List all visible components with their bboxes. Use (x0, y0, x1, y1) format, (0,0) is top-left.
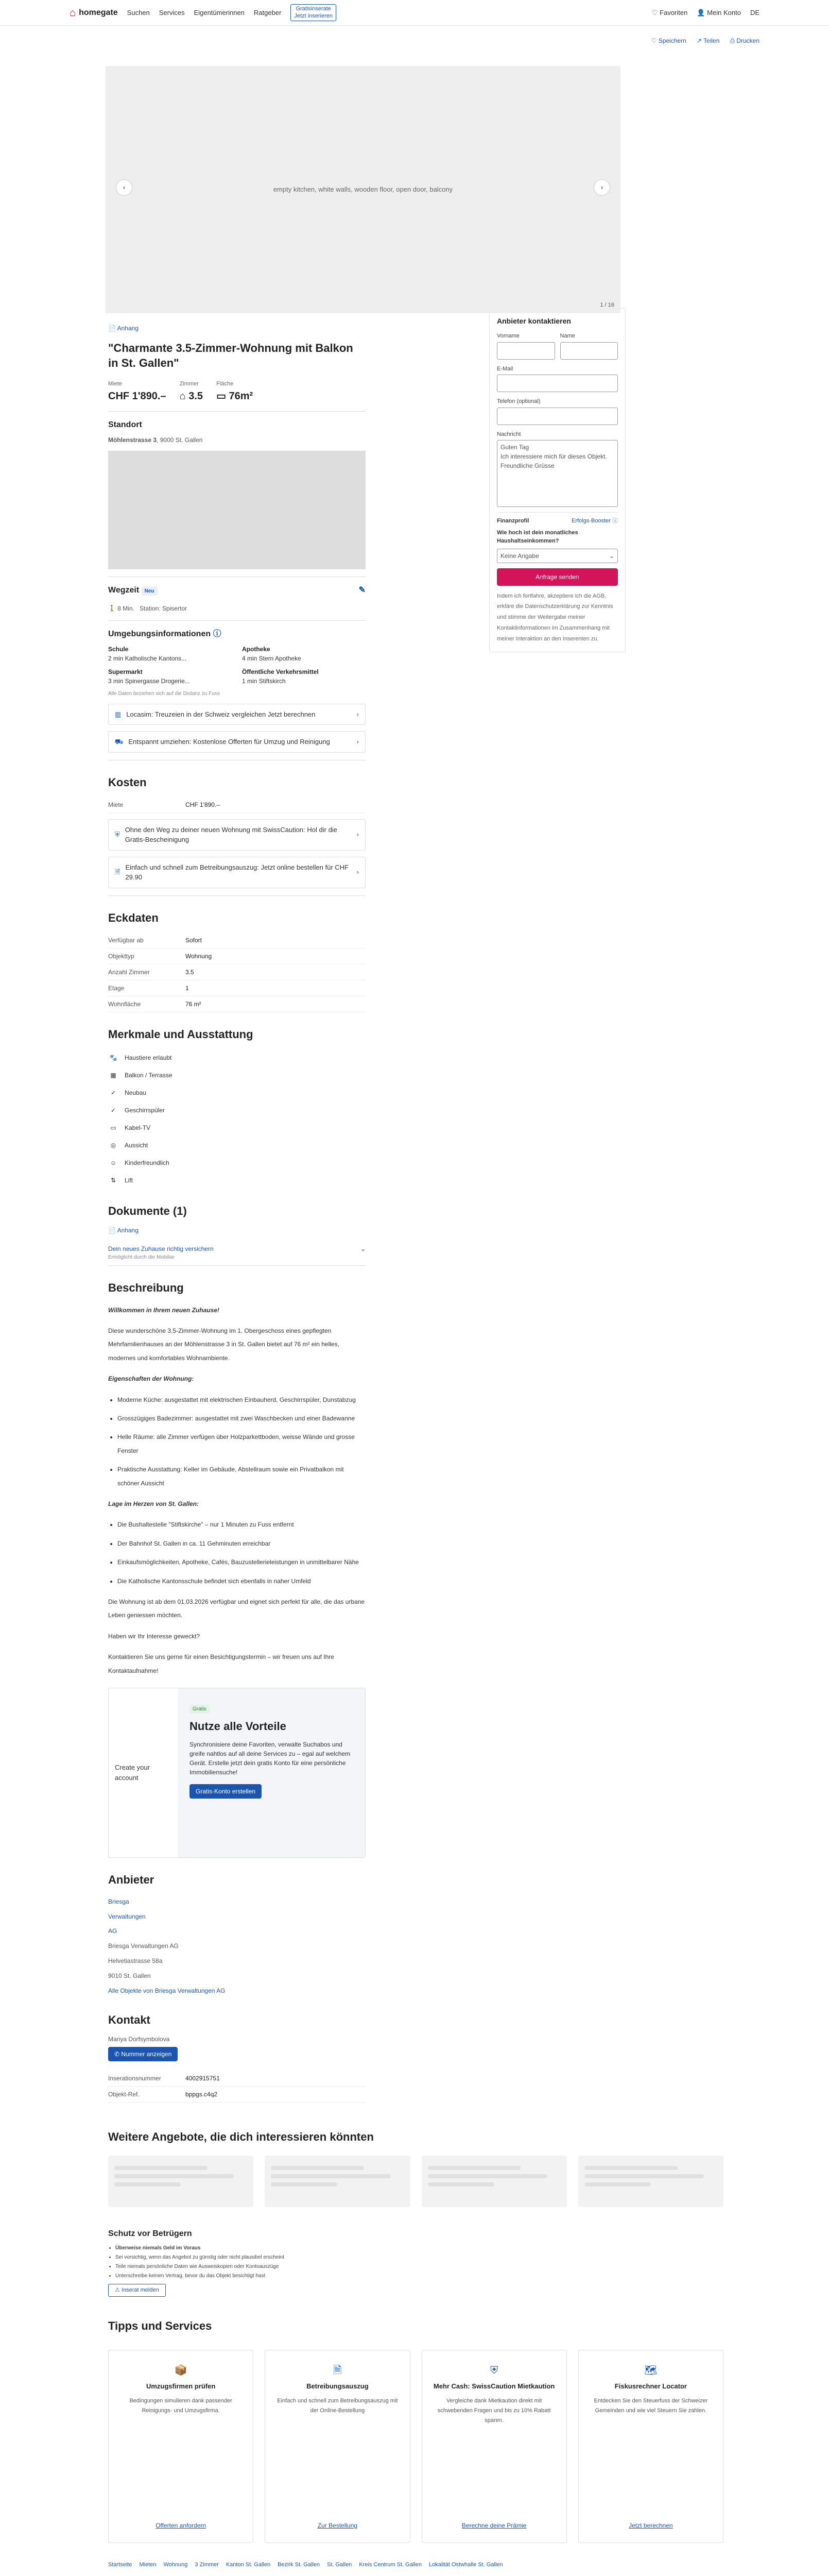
nav-services[interactable]: Services (159, 8, 185, 16)
report-button[interactable]: ⚠ Inserat melden (108, 2284, 166, 2297)
list-item: • Die Bushaltestelle "Stiftskirche" – nur 1 Minuten zu Fuss entfernt (117, 1518, 366, 1531)
breadcrumb-item[interactable]: Kanton St. Gallen (226, 2561, 271, 2568)
check-icon: ✓ (110, 1106, 116, 1114)
create-account-button[interactable]: Gratis-Konto erstellen (189, 1784, 262, 1799)
commute-info: 🚶 8 Min. Station: Spisertor (108, 604, 187, 612)
surroundings-note: Alle Daten beziehen sich auf die Distanz zu Fuss (108, 690, 220, 697)
gallery-image-alt: empty kitchen, white walls, wooden floor, open door, balcony (273, 185, 453, 194)
feature-item: ⇅ Lift (108, 1172, 366, 1189)
advertiser-logo-link[interactable]: Briesga Verwaltungen AG (108, 1897, 146, 1935)
breadcrumb-item[interactable]: Bezirk St. Gallen (278, 2561, 320, 2568)
tip-title: Betreibungsauszug (306, 2382, 369, 2390)
document-icon: 🗎 (333, 2364, 342, 2376)
list-item: • Sei vorsichtig, wenn das Angebot zu günstig oder nicht plausibel erscheint (115, 2253, 723, 2261)
action-bar (70, 36, 759, 45)
key-fact-rent: Miete CHF 1'890.– (108, 381, 166, 402)
form-heading: Anbieter kontaktieren (497, 317, 571, 325)
advertiser-name: Briesga Verwaltungen AG (108, 1942, 179, 1950)
description-paragraph: Diese wunderschöne 3.5-Zimmer-Wohnung im 1. Obergeschoss eines gepflegten Mehrfamilienhauses an der Möhlenstrasse 3 in St. Gallen bietet auf 76 m² ein helles, modernes und komfortables Wohnambiente. (108, 1327, 339, 1362)
advertiser-street: Helvetiastrasse 58a (108, 1957, 163, 1965)
list-item: • Moderne Küche: ausgestattet mit elektrischen Einbauherd, Geschirrspüler, Dunstabzug (117, 1393, 366, 1406)
offers-box[interactable]: ⛟ Entspannt umziehen: Kostenlose Offerten für Umzug und Reinigung › (108, 731, 366, 753)
advertiser-info (108, 1894, 366, 1998)
next-arrow-icon[interactable]: › (594, 179, 610, 196)
feature-item: ✓ Neubau (108, 1084, 366, 1101)
nav-guide[interactable]: Ratgeber (253, 8, 282, 16)
top-navigation (0, 0, 829, 26)
tip-title: Fiskusrechner Locator (614, 2382, 687, 2390)
poi-transport: Öffentliche Verkehrsmittel 1 min Stiftskirch (242, 668, 319, 685)
gallery-counter: 1 / 16 (600, 301, 614, 308)
promo-button[interactable]: Gratisinserate Jetzt inserieren (290, 4, 336, 21)
main-content (108, 313, 366, 2103)
breadcrumb-item[interactable]: Lokalität Ostwhalle St. Gallen (428, 2561, 503, 2568)
list-item: • Helle Räume: alle Zimmer verfügen über Holzparkettboden, weisse Wände und grosse Fenster (117, 1430, 366, 1458)
list-item: • Grosszügiges Badezimmer: ausgestattet mit zwei Waschbecken und einer Badewanne (117, 1412, 366, 1425)
contact-form (489, 308, 626, 652)
list-item: • Einkaufsmöglichkeiten, Apotheke, Cafés, Bauzustellerieleistungen in unmittelbarer Nähe (117, 1555, 366, 1569)
surroundings-row (108, 667, 366, 686)
feature-item: ✓ Geschirrspüler (108, 1101, 366, 1119)
home-icon: ⌂ (70, 7, 76, 19)
contact-person: Mariya Dorfsymbolova (108, 2036, 170, 2043)
costs-heading: Kosten (108, 775, 147, 789)
tip-title: Mehr Cash: SwissCaution Mietkaution (433, 2382, 555, 2390)
map-icon: 🗺 (644, 2364, 658, 2376)
poi-school: Schule 2 min Katholische Kantons... (108, 645, 187, 662)
breadcrumb-item[interactable]: Startseite (108, 2561, 132, 2568)
chevron-right-icon: › (356, 831, 359, 839)
promo-title: Nutze alle Vorteile (189, 1719, 286, 1733)
box-icon: 📦 (174, 2364, 187, 2376)
tip-card (265, 2350, 410, 2543)
listing-placeholder[interactable] (265, 2156, 410, 2207)
safety-heading: Schutz vor Betrügern (108, 2229, 192, 2239)
features-list (108, 1049, 366, 1189)
tips-row (108, 2350, 723, 2543)
chart-icon: ▥ (115, 710, 122, 718)
list-item: • Unterschreibe keinen Vertrag, bevor du das Objekt besichtigt hast (115, 2272, 723, 2280)
documents-heading: Dokumente (1) (108, 1204, 187, 1217)
share-button[interactable]: ↗ Teilen (696, 37, 720, 44)
language-select[interactable]: DE (750, 8, 759, 16)
print-button[interactable]: ⎙ Drucken (730, 37, 759, 44)
tip-link[interactable]: Berechne deine Prämie (461, 2521, 527, 2529)
contact-heading: Kontakt (108, 2013, 150, 2027)
free-badge: Gratis (189, 1705, 210, 1714)
description-paragraph: Haben wir Ihr Interesse geweckt? (108, 1632, 200, 1640)
document-link[interactable]: 📄 Anhang (108, 1226, 139, 1234)
email-label: E-Mail (497, 365, 513, 372)
register-box[interactable]: 🗎 Einfach und schnell zum Betreibungsauszug: Jetzt online bestellen für CHF 29.90 › (108, 857, 366, 888)
rent-row: Miete CHF 1'890.– (108, 797, 366, 813)
insurance-banner[interactable]: Dein neues Zuhause richtig versichern Ermöglicht durch die Mobiliar ⌄ (108, 1240, 366, 1266)
message-field[interactable]: Guten Tag Ich interessiere mich für dieses Objekt. Freundliche Grüsse (497, 440, 618, 507)
address: Möhlenstrasse 3, 9000 St. Gallen (108, 436, 203, 444)
description-paragraph: Die Wohnung ist ab dem 01.03.2026 verfügbar und eignet sich perfekt für alle, die das urbane Leben geniessen möchten. (108, 1598, 365, 1619)
description-heading: Beschreibung (108, 1281, 184, 1294)
favorites-link[interactable]: ♡ Favoriten (651, 8, 688, 16)
breadcrumb (108, 2561, 723, 2569)
income-select[interactable]: Keine Angabe ⌄ (497, 549, 618, 563)
truck-icon: ⛟ (115, 738, 124, 746)
tip-title: Umzugsfirmen prüfen (146, 2382, 216, 2390)
chevron-down-icon: ⌄ (609, 552, 614, 560)
breadcrumb-item[interactable]: Mieten (139, 2561, 157, 2568)
tips-heading: Tipps und Services (108, 2319, 212, 2332)
tv-icon: ▭ (110, 1124, 116, 1131)
divider (108, 411, 366, 412)
chevron-right-icon: › (356, 868, 359, 876)
facts-heading: Eckdaten (108, 911, 159, 924)
tip-text: Einfach und schnell zum Betreibungsauszug mit der Online-Bestellung (277, 2398, 398, 2414)
finance-label: Finanzprofil (497, 518, 529, 524)
show-number-button[interactable]: ✆ Nummer anzeigen (108, 2047, 178, 2061)
tip-text: Vergleiche dank Mietkaution direkt mit schwebenden Fragen und bis zu 10% Rabatt sparen. (437, 2398, 551, 2424)
poi-supermarket: Supermarkt 3 min Spinergasse Drogerie... (108, 668, 190, 685)
message-label: Nachricht (497, 431, 521, 437)
fact-row: Etage 1 (108, 980, 366, 996)
firstname-label: Vorname (497, 333, 520, 339)
prev-arrow-icon[interactable]: ‹ (116, 179, 132, 196)
finance-section (497, 512, 618, 563)
income-question: Wie hoch ist dein monatliches Haushaltseinkommen? (497, 529, 578, 544)
check-icon: ✓ (110, 1089, 116, 1096)
list-item: • Praktische Ausstattung: Keller im Gebäude, Abstellraum sowie ein Privatbalkon mit schöner Aussicht (117, 1463, 366, 1490)
tip-text: Bedingungen simulieren dank passender Reinigungs- und Umzugsfirma. (129, 2398, 232, 2414)
new-badge: Neu (142, 587, 158, 596)
fact-row: Verfügbar ab Sofort (108, 933, 366, 948)
more-heading: Weitere Angebote, die dich interessieren könnten (108, 2130, 374, 2144)
commute-heading: Wegzeit Neu ✎ (108, 584, 366, 600)
key-fact-area: Fläche ▭ 76m² (216, 381, 253, 402)
elevator-icon: ⇅ (110, 1176, 116, 1184)
promo-left-text: Create your account (115, 1764, 150, 1782)
tip-text: Entdecken Sie den Steuerfuss der Schweizer Gemeinden und wie viel Steuern Sie zahlen. (594, 2398, 708, 2414)
shield-icon: ⛨ (115, 831, 120, 839)
feature-item: ◎ Aussicht (108, 1137, 366, 1154)
breadcrumb-item[interactable]: 3 Zimmer (195, 2561, 219, 2568)
compare-box[interactable]: ▥ Locasim: Treuzeien in der Schweiz vergleichen Jetzt berechnen › (108, 704, 366, 725)
description-intro: Willkommen in Ihrem neuen Zuhause! (108, 1306, 219, 1314)
paw-icon: 🐾 (109, 1054, 117, 1061)
fact-row: Anzahl Zimmer 3.5 (108, 964, 366, 980)
nav-search[interactable]: Suchen (127, 8, 150, 16)
description-paragraph: Kontaktieren Sie uns gerne für einen Besichtigungstermin – wir freuen uns auf Ihre Kontaktaufnahme! (108, 1653, 334, 1674)
list-item: • Der Bahnhof St. Gallen in ca. 11 Gehminuten erreichbar (117, 1537, 366, 1550)
facts-table (108, 933, 366, 1012)
location-heading: Standort (108, 420, 142, 429)
tip-link[interactable]: Zur Bestellung (317, 2521, 358, 2529)
list-item: • Teile niemals persönliche Daten wie Ausweiskopien oder Kontoauszüge (115, 2263, 723, 2270)
breadcrumb-item[interactable]: Kreis Centrum St. Gallen (359, 2561, 422, 2568)
shield-icon: ⛨ (490, 2364, 498, 2376)
feature-item: ☺ Kinderfreundlich (108, 1154, 366, 1172)
rooms-icon: ⌂ (179, 390, 186, 402)
map[interactable] (108, 451, 366, 569)
chevron-down-icon: ⌄ (360, 1245, 366, 1252)
promo-text: Synchronisiere deine Favoriten, verwalte Suchabos und greife nahtlos auf all deine Services zu – egal auf welchem Gerät. Erstelle jetzt dein gratis Konto für eine persönliche Immobiliensuche! (189, 1740, 351, 1776)
info-icon[interactable]: ⓘ (213, 629, 221, 638)
poi-pharmacy: Apotheke 4 min Stern Apotheke (242, 645, 301, 662)
divider (108, 620, 366, 621)
child-icon: ☺ (110, 1159, 117, 1166)
submit-button[interactable]: Anfrage senden (497, 568, 618, 586)
edit-icon[interactable]: ✎ (358, 585, 366, 595)
advertiser-heading: Anbieter (108, 1873, 154, 1886)
listing-placeholder[interactable] (108, 2156, 253, 2207)
tip-card (578, 2350, 723, 2543)
chevron-right-icon: › (356, 710, 359, 718)
fact-row: Wohnfläche 76 m² (108, 996, 366, 1012)
tip-card (422, 2350, 567, 2543)
breadcrumb-item[interactable]: Wohnung (163, 2561, 188, 2568)
document-icon: 🗎 (115, 868, 120, 876)
description (108, 1279, 366, 1677)
features-heading: Merkmale und Ausstattung (108, 1027, 253, 1041)
phone-field[interactable] (497, 408, 618, 425)
firstname-field[interactable] (497, 342, 555, 360)
tip-link[interactable]: Jetzt berechnen (629, 2521, 673, 2529)
list-item: • Die Katholische Kantonsschule befindet sich ebenfalls in naher Umfeld (117, 1574, 366, 1588)
sidebar (489, 308, 626, 2103)
attachment-link[interactable]: 📄 Anhang (108, 325, 139, 332)
surroundings-heading: Umgebungsinformationen ⓘ (108, 629, 221, 638)
listing-number-row: Inserationsnummer 4002915751 (108, 2071, 366, 2087)
view-icon: ◎ (110, 1141, 116, 1149)
save-button[interactable]: ♡ Speichern (651, 37, 686, 44)
surroundings-row (108, 645, 366, 663)
fact-row: Objekttyp Wohnung (108, 948, 366, 964)
advertiser-city: 9010 St. Gallen (108, 1972, 151, 1979)
tip-card (108, 2350, 253, 2543)
account-link[interactable]: 👤 Mein Konto (697, 8, 741, 16)
finance-info-link[interactable]: Erfolgs-Booster ⓘ (572, 518, 618, 524)
more-listings (108, 2156, 723, 2207)
image-gallery[interactable] (106, 66, 620, 313)
breadcrumb-item[interactable]: St. Gallen (327, 2561, 352, 2568)
listing-placeholder[interactable] (578, 2156, 723, 2207)
feature-item: ▭ Kabel-TV (108, 1119, 366, 1137)
balcony-icon: ▦ (110, 1071, 116, 1079)
lastname-label: Name (560, 333, 575, 339)
lastname-field[interactable] (560, 342, 618, 360)
area-icon: ▭ (216, 390, 226, 402)
description-subheading: Lage im Herzen von St. Gallen: (108, 1500, 199, 1507)
advertiser-objects-link[interactable]: Alle Objekte von Briesga Verwaltungen AG (108, 1987, 226, 1994)
nav-owners[interactable]: Eigentümerinnen (194, 8, 245, 16)
logo[interactable]: ⌂ homegate (70, 5, 118, 21)
divider (108, 895, 366, 896)
page-title: "Charmante 3.5-Zimmer-Wohnung mit Balkon in St. Gallen" (108, 342, 353, 369)
email-field[interactable] (497, 375, 618, 392)
description-subheading: Eigenschaften der Wohnung: (108, 1375, 194, 1383)
safety-list (108, 2244, 723, 2280)
chevron-right-icon: › (356, 738, 359, 746)
key-facts (108, 380, 366, 404)
account-promo (108, 1688, 366, 1858)
deposit-box[interactable]: ⛨ Ohne den Weg zu deiner neuen Wohnung mit SwissCaution: Hol dir die Gratis-Bescheinigung › (108, 819, 366, 851)
feature-item: 🐾 Haustiere erlaubt (108, 1049, 366, 1066)
legal-text: Indem ich fortfahre, akzeptiere ich die AGB, erkläre die Datenschutzerklärung zur Kenntnis und stimme der Weitergabe meiner Kontaktinformationen im Zusammenhang mit meiner Interaktion an den Inserenten zu. (497, 592, 613, 642)
phone-label: Telefon (optional) (497, 398, 541, 404)
key-fact-rooms: Zimmer ⌂ 3.5 (179, 381, 203, 402)
listing-placeholder[interactable] (422, 2156, 567, 2207)
list-item: • Überweise niemals Geld im Voraus (115, 2244, 723, 2252)
tip-link[interactable]: Offerten anfordern (156, 2521, 206, 2529)
feature-item: ▦ Balkon / Terrasse (108, 1066, 366, 1084)
object-ref-row: Objekt-Ref. bppgs.c4q2 (108, 2087, 366, 2103)
